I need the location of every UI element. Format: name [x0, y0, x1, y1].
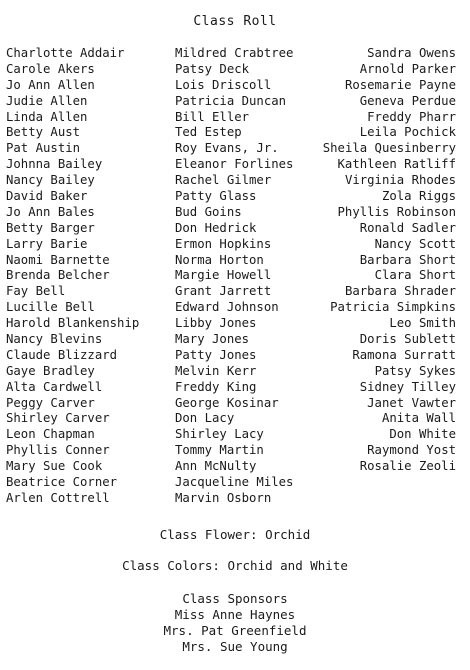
- student-name: Geneva Perdue: [359, 93, 456, 108]
- student-name: Carole Akers: [6, 61, 95, 76]
- student-name: Edward Johnson: [175, 300, 279, 315]
- student-name: Virginia Rhodes: [344, 173, 456, 188]
- page-title: Class Roll: [193, 14, 277, 29]
- student-name: Harold Blankenship: [6, 316, 140, 331]
- student-name: Leo Smith: [389, 316, 456, 331]
- student-name: Raymond Yost: [367, 443, 456, 458]
- student-name: Doris Sublett: [359, 332, 456, 347]
- student-name: Shirley Carver: [6, 411, 110, 426]
- student-name: Brenda Belcher: [6, 268, 110, 283]
- student-name: Ted Estep: [175, 125, 242, 140]
- student-name: Naomi Barnette: [6, 252, 110, 267]
- student-name: Gaye Bradley: [6, 363, 95, 378]
- sponsor-name: Miss Anne Haynes: [174, 607, 296, 622]
- student-name: Ronald Sadler: [359, 220, 456, 235]
- student-name: Rosalie Zeoli: [359, 459, 456, 474]
- student-name: Phyllis Robinson: [337, 204, 456, 219]
- student-name: Rosemarie Payne: [344, 77, 456, 92]
- student-name: Eleanor Forlines: [175, 157, 294, 172]
- student-name: Don White: [389, 427, 456, 442]
- student-name: Betty Aust: [6, 125, 81, 140]
- student-name: Larry Barie: [6, 236, 88, 251]
- student-name: Tommy Martin: [175, 443, 264, 458]
- student-name: Janet Vawter: [367, 395, 456, 410]
- student-name: Jacqueline Miles: [175, 475, 294, 490]
- student-name: Linda Allen: [6, 109, 88, 124]
- student-name: David Baker: [6, 189, 88, 204]
- student-name: Ann McNulty: [175, 459, 257, 474]
- student-name: George Kosinar: [175, 395, 279, 410]
- student-name: Leila Pochick: [359, 125, 456, 140]
- student-name: Patricia Simpkins: [330, 300, 456, 315]
- student-name: Bud Goins: [175, 204, 242, 219]
- student-name: Arnold Parker: [359, 61, 456, 76]
- student-name: Jo Ann Allen: [6, 77, 95, 92]
- student-name: Beatrice Corner: [6, 475, 118, 490]
- sponsors-heading: Class Sponsors: [182, 591, 288, 606]
- student-name: Don Lacy: [175, 411, 235, 426]
- student-name: Kathleen Ratliff: [337, 157, 456, 172]
- student-name: Johnna Bailey: [6, 157, 103, 172]
- student-name: Phyllis Conner: [6, 443, 110, 458]
- student-name: Patsy Sykes: [374, 363, 456, 378]
- student-name: Mary Jones: [175, 332, 250, 347]
- student-name: Patty Glass: [175, 189, 257, 204]
- student-name: Leon Chapman: [6, 427, 95, 442]
- student-name: Arlen Cottrell: [6, 490, 110, 505]
- student-name: Nancy Blevins: [6, 332, 103, 347]
- student-name: Libby Jones: [175, 316, 257, 331]
- student-name: Melvin Kerr: [175, 363, 257, 378]
- student-name: Nancy Scott: [374, 236, 456, 251]
- name-column-2: [175, 46, 293, 507]
- student-name: Roy Evans, Jr.: [175, 141, 279, 156]
- student-name: Marvin Osborn: [175, 490, 272, 505]
- student-name: Freddy Pharr: [367, 109, 456, 124]
- student-name: Barbara Short: [359, 252, 456, 267]
- sponsor-name: Mrs. Pat Greenfield: [163, 623, 307, 638]
- student-name: Ermon Hopkins: [175, 236, 272, 251]
- student-name: Alta Cardwell: [6, 379, 103, 394]
- student-name: Patricia Duncan: [175, 93, 287, 108]
- student-name: Anita Wall: [381, 411, 456, 426]
- student-name: Judie Allen: [6, 93, 88, 108]
- sponsor-name: Mrs. Sue Young: [182, 639, 288, 654]
- student-name: Lucille Bell: [6, 300, 95, 315]
- student-name: Grant Jarrett: [175, 284, 272, 299]
- student-name: Freddy King: [175, 379, 257, 394]
- student-name: Pat Austin: [6, 141, 81, 156]
- student-name: Patsy Deck: [175, 61, 250, 76]
- student-name: Ramona Surratt: [352, 347, 456, 362]
- student-name: Fay Bell: [6, 284, 66, 299]
- sponsors-list: [0, 607, 470, 655]
- student-name: Norma Horton: [175, 252, 264, 267]
- student-name: Betty Barger: [6, 220, 95, 235]
- student-name: Patty Jones: [175, 347, 257, 362]
- student-name: Peggy Carver: [6, 395, 95, 410]
- student-name: Zola Riggs: [381, 189, 456, 204]
- student-name: Clara Short: [374, 268, 456, 283]
- student-name: Charlotte Addair: [6, 46, 125, 60]
- student-name: Claude Blizzard: [6, 347, 118, 362]
- name-column-1: [6, 46, 139, 507]
- student-name: Jo Ann Bales: [6, 204, 95, 219]
- student-name: Margie Howell: [175, 268, 272, 283]
- student-name: Sandra Owens: [367, 46, 456, 60]
- student-name: Barbara Shrader: [344, 284, 456, 299]
- class-colors: Class Colors: Orchid and White: [122, 558, 348, 573]
- student-name: Sheila Quesinberry: [322, 141, 456, 156]
- student-name: Sidney Tilley: [359, 379, 456, 394]
- name-column-3: [323, 46, 456, 475]
- student-name: Rachel Gilmer: [175, 173, 272, 188]
- student-name: Nancy Bailey: [6, 173, 95, 188]
- student-name: Mildred Crabtree: [175, 46, 294, 60]
- class-flower: Class Flower: Orchid: [159, 527, 311, 542]
- student-name: Mary Sue Cook: [6, 459, 103, 474]
- student-name: Shirley Lacy: [175, 427, 264, 442]
- student-name: Lois Driscoll: [175, 77, 272, 92]
- student-name: Bill Eller: [175, 109, 250, 124]
- student-name: Don Hedrick: [175, 220, 257, 235]
